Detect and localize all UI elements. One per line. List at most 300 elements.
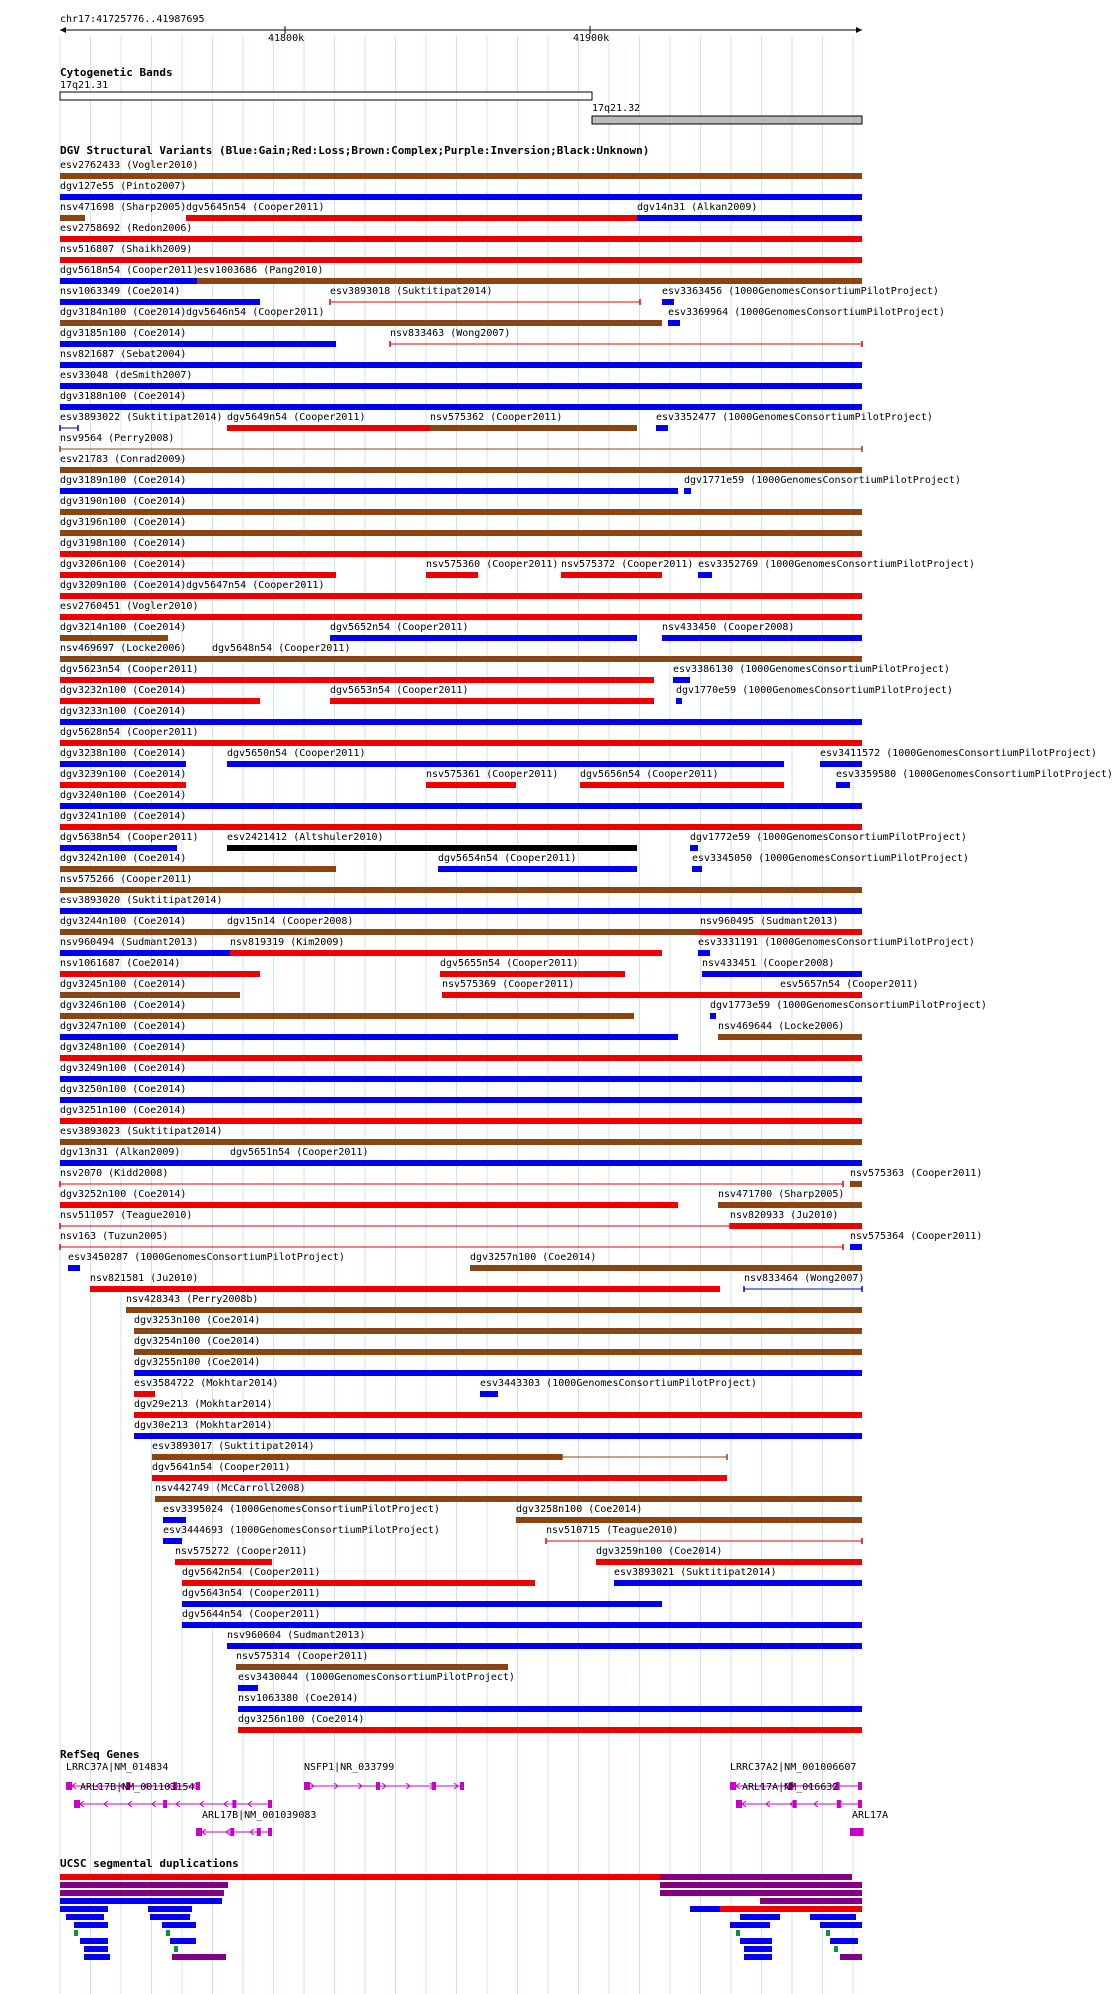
variant-label[interactable]: dgv5647n54 (Cooper2011): [186, 580, 325, 591]
variant-label[interactable]: dgv3259n100 (Coe2014): [596, 1546, 723, 1557]
variant-bar: [60, 488, 678, 494]
variant-label[interactable]: dgv3249n100 (Coe2014): [60, 1063, 187, 1074]
variant-bar: [238, 1706, 862, 1712]
ruler-tick-label: 41800k: [268, 33, 305, 44]
segdups-track-title: UCSC segmental duplications: [60, 1857, 239, 1870]
variant-bar: [230, 1160, 862, 1166]
variant-label[interactable]: dgv5618n54 (Cooper2011): [60, 265, 199, 276]
variant-label[interactable]: esv3352477 (1000GenomesConsortiumPilotProject): [656, 412, 933, 423]
segdup-bar: [744, 1954, 772, 1960]
variant-bar: [238, 1727, 862, 1733]
variant-label[interactable]: esv3893017 (Suktitipat2014): [152, 1441, 315, 1452]
variant-label[interactable]: nsv471700 (Sharp2005): [718, 1189, 845, 1200]
variant-bar: [60, 677, 654, 683]
variant-label[interactable]: esv3395024 (1000GenomesConsortiumPilotProject): [163, 1504, 440, 1515]
segdup-bar: [820, 1922, 862, 1928]
segdup-bar: [60, 1906, 108, 1912]
variant-label[interactable]: esv3893022 (Suktitipat2014): [60, 412, 223, 423]
variant-label[interactable]: nsv510715 (Teague2010): [546, 1525, 679, 1536]
variant-bar: [238, 1685, 258, 1691]
variant-bar: [60, 992, 240, 998]
variant-bar: [850, 1181, 862, 1187]
variant-bar: [163, 1538, 182, 1544]
variant-label[interactable]: nsv960604 (Sudmant2013): [227, 1630, 366, 1641]
variant-label[interactable]: dgv3257n100 (Coe2014): [470, 1252, 597, 1263]
gene-exon: [230, 1828, 234, 1836]
segdup-bar: [834, 1946, 838, 1952]
variant-label[interactable]: nsv469644 (Locke2006): [718, 1021, 845, 1032]
variant-label[interactable]: esv3584722 (Mokhtar2014): [134, 1378, 279, 1389]
variant-bar: [656, 425, 668, 431]
segdup-bar: [84, 1954, 110, 1960]
variant-label[interactable]: dgv5644n54 (Cooper2011): [182, 1609, 321, 1620]
variant-bar: [134, 1370, 862, 1376]
gene-exon: [858, 1800, 862, 1808]
variant-label[interactable]: nsv9564 (Perry2008): [60, 433, 175, 444]
variant-label[interactable]: esv3893021 (Suktitipat2014): [614, 1567, 777, 1578]
segdup-bar: [60, 1882, 228, 1888]
variant-label[interactable]: dgv3251n100 (Coe2014): [60, 1105, 187, 1116]
variant-label[interactable]: dgv3250n100 (Coe2014): [60, 1084, 187, 1095]
segdup-bar: [830, 1938, 858, 1944]
gene-label[interactable]: ARL17A|NM_016632: [742, 1782, 839, 1793]
variant-label[interactable]: dgv3248n100 (Coe2014): [60, 1042, 187, 1053]
variant-label[interactable]: dgv14n31 (Alkan2009): [637, 202, 758, 213]
variant-label[interactable]: dgv30e213 (Mokhtar2014): [134, 1420, 273, 1431]
gene-exon: [232, 1800, 236, 1808]
refseq-track-title: RefSeq Genes: [60, 1748, 140, 1761]
variant-bar: [684, 488, 691, 494]
variant-bar: [182, 1601, 662, 1607]
variant-bar: [60, 698, 260, 704]
cytoband: [592, 116, 862, 124]
variant-label[interactable]: dgv5623n54 (Cooper2011): [60, 664, 199, 675]
variant-label[interactable]: esv2762433 (Vogler2010): [60, 160, 199, 171]
variant-label[interactable]: dgv5649n54 (Cooper2011): [227, 412, 366, 423]
variant-bar: [60, 929, 227, 935]
variant-label[interactable]: esv3369964 (1000GenomesConsortiumPilotProject): [668, 307, 945, 318]
segdup-bar: [740, 1938, 772, 1944]
variant-bar: [60, 362, 862, 368]
variant-bar: [426, 782, 516, 788]
gene-exon: [736, 1800, 742, 1808]
variant-label[interactable]: dgv15n14 (Cooper2008): [227, 916, 354, 927]
variant-label[interactable]: nsv820933 (Ju2010): [730, 1210, 839, 1221]
variant-bar: [60, 341, 336, 347]
variant-label[interactable]: dgv3206n100 (Coe2014): [60, 559, 187, 570]
variant-label[interactable]: dgv5643n54 (Cooper2011): [182, 1588, 321, 1599]
variant-label[interactable]: dgv5641n54 (Cooper2011): [152, 1462, 291, 1473]
variant-bar: [668, 320, 680, 326]
variant-label[interactable]: dgv5651n54 (Cooper2011): [230, 1147, 369, 1158]
variant-bar: [60, 215, 85, 221]
variant-label[interactable]: esv2758692 (Redon2006): [60, 223, 193, 234]
variant-label[interactable]: nsv575364 (Cooper2011): [850, 1231, 983, 1242]
ruler-arrow-left: [60, 27, 66, 33]
variant-label[interactable]: dgv5656n54 (Cooper2011): [580, 769, 719, 780]
variant-bar: [60, 824, 862, 830]
variant-label[interactable]: dgv13n31 (Alkan2009): [60, 1147, 181, 1158]
variant-bar: [60, 635, 168, 641]
variant-bar: [134, 1328, 862, 1334]
variant-bar: [227, 929, 700, 935]
variant-bar: [186, 320, 662, 326]
variant-label[interactable]: dgv3247n100 (Coe2014): [60, 1021, 187, 1032]
variant-bar: [134, 1391, 155, 1397]
variant-bar: [186, 593, 862, 599]
variant-bar: [60, 719, 862, 725]
gene-label[interactable]: NSFP1|NR_033799: [304, 1762, 395, 1773]
variant-label[interactable]: esv33048 (deSmith2007): [60, 370, 193, 381]
variant-label[interactable]: nsv819319 (Kim2009): [230, 937, 345, 948]
variant-label[interactable]: nsv575272 (Cooper2011): [175, 1546, 308, 1557]
variant-bar: [60, 1013, 634, 1019]
variant-label[interactable]: nsv433450 (Cooper2008): [662, 622, 795, 633]
segdup-bar: [74, 1922, 108, 1928]
segdup-bar: [80, 1938, 108, 1944]
segdup-bar: [170, 1938, 196, 1944]
variant-bar: [438, 866, 637, 872]
variant-bar: [60, 278, 197, 284]
gene-exon: [163, 1800, 167, 1808]
variant-bar: [212, 656, 862, 662]
variant-label[interactable]: dgv5653n54 (Cooper2011): [330, 685, 469, 696]
gene-exon: [66, 1782, 72, 1790]
gene-exon: [432, 1782, 436, 1790]
cytoband-label: 17q21.32: [592, 103, 641, 114]
gene-exon: [460, 1782, 464, 1790]
variant-label[interactable]: dgv29e213 (Mokhtar2014): [134, 1399, 273, 1410]
variant-bar: [60, 299, 260, 305]
variant-bar: [60, 551, 862, 557]
segdup-bar: [162, 1922, 196, 1928]
ruler-tick-label: 41900k: [573, 33, 610, 44]
variant-label[interactable]: dgv3245n100 (Coe2014): [60, 979, 187, 990]
variant-label[interactable]: dgv5654n54 (Cooper2011): [438, 853, 577, 864]
segdup-bar: [840, 1954, 862, 1960]
segdup-bar: [166, 1930, 170, 1936]
segdup-bar: [660, 1882, 862, 1888]
segdup-bar: [74, 1930, 78, 1936]
segdup-bar: [736, 1930, 740, 1936]
variant-bar: [60, 530, 862, 536]
variant-label[interactable]: dgv5638n54 (Cooper2011): [60, 832, 199, 843]
variant-label[interactable]: dgv3238n100 (Coe2014): [60, 748, 187, 759]
variant-label[interactable]: esv3450287 (1000GenomesConsortiumPilotProject): [68, 1252, 345, 1263]
variant-label[interactable]: dgv5652n54 (Cooper2011): [330, 622, 469, 633]
variant-bar: [60, 1160, 230, 1166]
variant-bar: [698, 572, 712, 578]
gene-exon: [257, 1828, 261, 1836]
variant-bar: [60, 782, 186, 788]
variant-label[interactable]: dgv3184n100 (Coe2014): [60, 307, 187, 318]
gene-exon: [196, 1782, 200, 1790]
variant-bar: [836, 782, 850, 788]
variant-label[interactable]: dgv5646n54 (Cooper2011): [186, 307, 325, 318]
variant-label[interactable]: dgv3242n100 (Coe2014): [60, 853, 187, 864]
variant-label[interactable]: dgv127e55 (Pinto2007): [60, 181, 187, 192]
gene-label[interactable]: ARL17A: [852, 1810, 889, 1821]
variant-label[interactable]: nsv833463 (Wong2007): [390, 328, 511, 339]
cytoband: [60, 92, 592, 100]
variant-bar: [60, 1076, 862, 1082]
variant-bar: [152, 1454, 562, 1460]
gene-label[interactable]: LRRC37A2|NM_001006607: [730, 1762, 857, 1773]
variant-label[interactable]: nsv575314 (Cooper2011): [236, 1651, 369, 1662]
variant-bar: [134, 1433, 862, 1439]
variant-label[interactable]: esv3430044 (1000GenomesConsortiumPilotProject): [238, 1672, 515, 1683]
gene-exon: [196, 1828, 202, 1836]
variant-bar: [60, 803, 862, 809]
variant-bar: [596, 1559, 862, 1565]
variant-label[interactable]: nsv433451 (Cooper2008): [702, 958, 835, 969]
variant-bar: [60, 1097, 862, 1103]
variant-bar: [236, 1664, 508, 1670]
segdup-bar: [660, 1890, 862, 1896]
variant-label[interactable]: nsv511057 (Teague2010): [60, 1210, 193, 1221]
segdup-bar: [60, 1874, 660, 1880]
segdup-bar: [740, 1914, 780, 1920]
variant-label[interactable]: esv5657n54 (Cooper2011): [780, 979, 919, 990]
variant-bar: [186, 215, 637, 221]
variant-bar: [60, 509, 862, 515]
variant-bar: [718, 1202, 862, 1208]
gene-exon: [793, 1800, 797, 1808]
variant-bar: [227, 761, 784, 767]
variant-label[interactable]: dgv3196n100 (Coe2014): [60, 517, 187, 528]
gene-label[interactable]: LRRC37A|NM_014834: [66, 1762, 169, 1773]
variant-bar: [60, 467, 862, 473]
locus-label: chr17:41725776..41987695: [60, 14, 205, 25]
variant-label[interactable]: nsv2070 (Kidd2008): [60, 1168, 169, 1179]
variant-bar: [426, 572, 478, 578]
variant-bar: [60, 740, 862, 746]
variant-label[interactable]: esv1003686 (Pang2010): [197, 265, 324, 276]
segdup-bar: [760, 1898, 862, 1904]
variant-bar: [60, 1055, 862, 1061]
segdup-bar: [172, 1954, 226, 1960]
variant-bar: [182, 1580, 535, 1586]
variant-label[interactable]: dgv3255n100 (Coe2014): [134, 1357, 261, 1368]
variant-bar: [60, 971, 260, 977]
variant-bar: [134, 1412, 862, 1418]
variant-bar: [730, 1223, 862, 1229]
variant-bar: [614, 1580, 862, 1586]
variant-label[interactable]: esv3345050 (1000GenomesConsortiumPilotProject): [692, 853, 969, 864]
variant-label[interactable]: dgv3185n100 (Coe2014): [60, 328, 187, 339]
segdup-bar: [60, 1898, 222, 1904]
variant-bar: [155, 1496, 862, 1502]
variant-bar: [662, 635, 862, 641]
variant-bar: [662, 299, 674, 305]
variant-label[interactable]: dgv3256n100 (Coe2014): [238, 1714, 365, 1725]
variant-bar: [580, 782, 784, 788]
variant-bar: [60, 950, 230, 956]
variant-bar: [60, 572, 336, 578]
variant-bar: [60, 845, 177, 851]
variant-bar: [692, 866, 702, 872]
variant-bar: [480, 1391, 498, 1397]
variant-label[interactable]: esv3893020 (Suktitipat2014): [60, 895, 223, 906]
gene-exon: [730, 1782, 736, 1790]
variant-label[interactable]: dgv5648n54 (Cooper2011): [212, 643, 351, 654]
variant-bar: [330, 635, 637, 641]
variant-label[interactable]: dgv5650n54 (Cooper2011): [227, 748, 366, 759]
variant-bar: [90, 1286, 720, 1292]
variant-label[interactable]: nsv1061687 (Coe2014): [60, 958, 181, 969]
variant-bar: [126, 1307, 862, 1313]
variant-label[interactable]: esv3444693 (1000GenomesConsortiumPilotProject): [163, 1525, 440, 1536]
variant-label[interactable]: dgv5655n54 (Cooper2011): [440, 958, 579, 969]
variant-label[interactable]: dgv3246n100 (Coe2014): [60, 1000, 187, 1011]
gene-label[interactable]: ARL17B|NM_001039083: [202, 1810, 317, 1821]
gene-exon: [304, 1782, 310, 1790]
variant-bar: [710, 1013, 716, 1019]
variant-label[interactable]: dgv3190n100 (Coe2014): [60, 496, 187, 507]
variant-label[interactable]: dgv3232n100 (Coe2014): [60, 685, 187, 696]
variant-bar: [152, 1475, 727, 1481]
variant-bar: [230, 950, 662, 956]
variant-label[interactable]: dgv3253n100 (Coe2014): [134, 1315, 261, 1326]
variant-bar: [60, 1034, 678, 1040]
gene-exon: [858, 1782, 862, 1790]
variant-label[interactable]: nsv1063380 (Coe2014): [238, 1693, 359, 1704]
variant-label[interactable]: nsv833464 (Wong2007): [744, 1273, 865, 1284]
variant-bar: [60, 761, 186, 767]
variant-bar: [227, 845, 637, 851]
variant-bar: [182, 1622, 862, 1628]
variant-label[interactable]: nsv442749 (McCarroll2008): [155, 1483, 306, 1494]
ruler-arrow-right: [856, 27, 862, 33]
gene-exon: [268, 1828, 272, 1836]
segdup-bar: [148, 1906, 192, 1912]
variant-label[interactable]: dgv5628n54 (Cooper2011): [60, 727, 199, 738]
variant-label[interactable]: dgv3241n100 (Coe2014): [60, 811, 187, 822]
variant-bar: [60, 236, 862, 242]
variant-bar: [60, 593, 186, 599]
variant-label[interactable]: dgv3233n100 (Coe2014): [60, 706, 187, 717]
cytobands-track-title: Cytogenetic Bands: [60, 66, 173, 79]
variant-label[interactable]: nsv471698 (Sharp2005): [60, 202, 187, 213]
gene-exon: [268, 1800, 272, 1808]
variant-label[interactable]: esv2421412 (Altshuler2010): [227, 832, 384, 843]
dgv-track-title: DGV Structural Variants (Blue:Gain;Red:Loss;Brown:Complex;Purple:Inversion;Black:Unknown): [60, 144, 650, 157]
variant-label[interactable]: nsv575361 (Cooper2011): [426, 769, 559, 780]
variant-bar: [60, 614, 862, 620]
segdup-bar: [84, 1946, 108, 1952]
variant-label[interactable]: dgv3240n100 (Coe2014): [60, 790, 187, 801]
variant-bar: [227, 1643, 862, 1649]
variant-label[interactable]: dgv3188n100 (Coe2014): [60, 391, 187, 402]
variant-label[interactable]: esv3411572 (1000GenomesConsortiumPilotProject): [820, 748, 1097, 759]
variant-label[interactable]: nsv428343 (Perry2008b): [126, 1294, 259, 1305]
variant-bar: [698, 950, 710, 956]
variant-label[interactable]: dgv3258n100 (Coe2014): [516, 1504, 643, 1515]
variant-label[interactable]: dgv3189n100 (Coe2014): [60, 475, 187, 486]
segdup-bar: [744, 1946, 772, 1952]
variant-label[interactable]: dgv3244n100 (Coe2014): [60, 916, 187, 927]
gene-exon: [850, 1828, 856, 1836]
variant-label[interactable]: dgv3252n100 (Coe2014): [60, 1189, 187, 1200]
variant-bar: [516, 1517, 862, 1523]
variant-bar: [60, 908, 862, 914]
variant-label[interactable]: nsv575360 (Cooper2011): [426, 559, 559, 570]
variant-label[interactable]: dgv1770e59 (1000GenomesConsortiumPilotProject): [676, 685, 953, 696]
variant-label[interactable]: esv3359580 (1000GenomesConsortiumPilotProject): [836, 769, 1113, 780]
segdup-bar: [810, 1914, 856, 1920]
variant-label[interactable]: esv3331191 (1000GenomesConsortiumPilotProject): [698, 937, 975, 948]
variant-label[interactable]: nsv821581 (Ju2010): [90, 1273, 199, 1284]
variant-label[interactable]: nsv1063349 (Coe2014): [60, 286, 181, 297]
variant-label[interactable]: esv21783 (Conrad2009): [60, 454, 187, 465]
variant-bar: [700, 929, 862, 935]
variant-bar: [68, 1265, 80, 1271]
variant-bar: [780, 992, 862, 998]
variant-bar: [60, 1139, 862, 1145]
variant-label[interactable]: esv3443303 (1000GenomesConsortiumPilotProject): [480, 1378, 757, 1389]
variant-bar: [227, 425, 430, 431]
segdup-bar: [660, 1874, 852, 1880]
variant-label[interactable]: esv3363456 (1000GenomesConsortiumPilotProject): [662, 286, 939, 297]
variant-bar: [820, 761, 862, 767]
gene-label[interactable]: ARL17B|NM_001103154: [80, 1782, 195, 1793]
variant-label[interactable]: dgv3209n100 (Coe2014): [60, 580, 187, 591]
segdup-bar: [720, 1906, 862, 1912]
variant-label[interactable]: dgv3214n100 (Coe2014): [60, 622, 187, 633]
variant-label[interactable]: nsv960495 (Sudmant2013): [700, 916, 839, 927]
variant-label[interactable]: esv3386130 (1000GenomesConsortiumPilotProject): [673, 664, 950, 675]
variant-bar: [60, 887, 862, 893]
variant-label[interactable]: nsv821687 (Sebat2004): [60, 349, 187, 360]
variant-label[interactable]: dgv3254n100 (Coe2014): [134, 1336, 261, 1347]
variant-label[interactable]: nsv469697 (Locke2006): [60, 643, 187, 654]
variant-label[interactable]: nsv575363 (Cooper2011): [850, 1168, 983, 1179]
variant-label[interactable]: esv3893018 (Suktitipat2014): [330, 286, 493, 297]
variant-label[interactable]: nsv163 (Tuzun2005): [60, 1231, 169, 1242]
variant-bar: [690, 845, 698, 851]
gene-exon: [74, 1800, 80, 1808]
gene-exon: [837, 1800, 841, 1808]
variant-label[interactable]: dgv5645n54 (Cooper2011): [186, 202, 325, 213]
segdup-bar: [66, 1914, 104, 1920]
variant-label[interactable]: nsv575362 (Cooper2011): [430, 412, 563, 423]
variant-label[interactable]: dgv3198n100 (Coe2014): [60, 538, 187, 549]
variant-label[interactable]: nsv960494 (Sudmant2013): [60, 937, 199, 948]
cytoband-label: 17q21.31: [60, 80, 109, 91]
variant-bar: [163, 1517, 186, 1523]
variant-bar: [637, 215, 862, 221]
variant-bar: [60, 383, 862, 389]
variant-label[interactable]: nsv575369 (Cooper2011): [442, 979, 575, 990]
variant-bar: [561, 572, 662, 578]
variant-label[interactable]: esv2760451 (Vogler2010): [60, 601, 199, 612]
variant-label[interactable]: esv3352769 (1000GenomesConsortiumPilotProject): [698, 559, 975, 570]
variant-label[interactable]: dgv1773e59 (1000GenomesConsortiumPilotProject): [710, 1000, 987, 1011]
variant-bar: [702, 971, 862, 977]
variant-label[interactable]: esv3893023 (Suktitipat2014): [60, 1126, 223, 1137]
variant-label[interactable]: dgv1771e59 (1000GenomesConsortiumPilotProject): [684, 475, 961, 486]
segdup-bar: [174, 1946, 178, 1952]
variant-label[interactable]: nsv575266 (Cooper2011): [60, 874, 193, 885]
variant-label[interactable]: nsv575372 (Cooper2011): [561, 559, 694, 570]
variant-label[interactable]: dgv3239n100 (Coe2014): [60, 769, 187, 780]
variant-bar: [430, 425, 637, 431]
variant-label[interactable]: nsv516807 (Shaikh2009): [60, 244, 193, 255]
variant-bar: [175, 1559, 272, 1565]
variant-label[interactable]: dgv5642n54 (Cooper2011): [182, 1567, 321, 1578]
variant-label[interactable]: dgv1772e59 (1000GenomesConsortiumPilotProject): [690, 832, 967, 843]
variant-bar: [440, 971, 625, 977]
